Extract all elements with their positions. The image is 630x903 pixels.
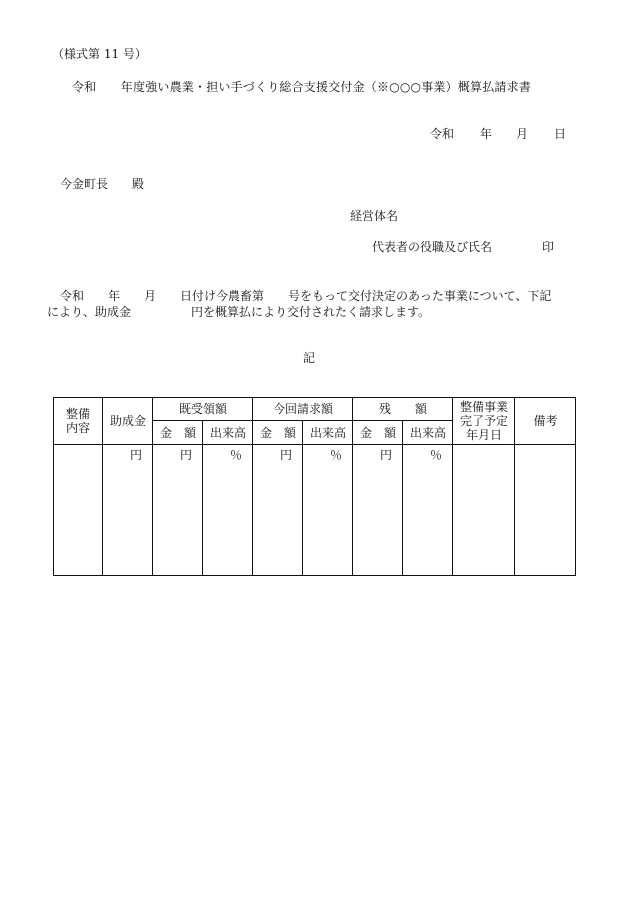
request-table <box>53 397 576 576</box>
unit-received-yen: 円 <box>180 448 193 462</box>
body-text-line-2: により、助成金 円を概算払により交付されたく請求します。 <box>47 305 431 319</box>
header-current-request: 今回請求額 <box>272 402 333 416</box>
date-line <box>430 126 566 142</box>
date-day: 日 <box>554 127 567 141</box>
subheader-received-progress: 出来高 <box>209 426 246 440</box>
ki-heading: 記 <box>303 351 316 365</box>
subheader-remaining-amount: 金 額 <box>359 426 396 440</box>
header-received: 既受領額 <box>178 402 227 416</box>
seal-mark: 印 <box>542 240 555 254</box>
representative-label: 代表者の役職及び氏名 <box>372 240 493 254</box>
header-remarks: 備考 <box>533 414 558 428</box>
header-completion-date: 整備事業 完了予定 年月日 <box>459 400 508 442</box>
form-number: （様式第 11 号） <box>52 47 147 61</box>
body-text-line-1: 令和 年 月 日付け今農畜第 号をもって交付決定のあった事業について、下記 <box>60 289 552 303</box>
header-maintenance-content: 整備 内容 <box>65 407 90 435</box>
date-year: 年 <box>480 127 493 141</box>
unit-remaining-percent: ％ <box>430 448 443 462</box>
subheader-received-amount: 金 額 <box>159 426 196 440</box>
unit-received-percent: ％ <box>230 448 243 462</box>
header-subsidy: 助成金 <box>109 414 146 428</box>
unit-current-yen: 円 <box>280 448 293 462</box>
unit-current-percent: ％ <box>330 448 343 462</box>
org-name-label: 経営体名 <box>350 209 399 223</box>
addressee: 今金町長 殿 <box>60 177 145 191</box>
header-remaining: 残 額 <box>378 402 427 416</box>
subheader-remaining-progress: 出来高 <box>409 426 446 440</box>
unit-subsidy-yen: 円 <box>130 448 143 462</box>
representative-line <box>372 239 554 255</box>
date-month: 月 <box>516 127 529 141</box>
subheader-current-progress: 出来高 <box>309 426 346 440</box>
date-era: 令和 <box>430 127 455 141</box>
subheader-current-amount: 金 額 <box>259 426 296 440</box>
document-title: 令和 年度強い農業・担い手づくり総合支援交付金（※○○○事業）概算払請求書 <box>72 80 532 94</box>
unit-remaining-yen: 円 <box>380 448 393 462</box>
